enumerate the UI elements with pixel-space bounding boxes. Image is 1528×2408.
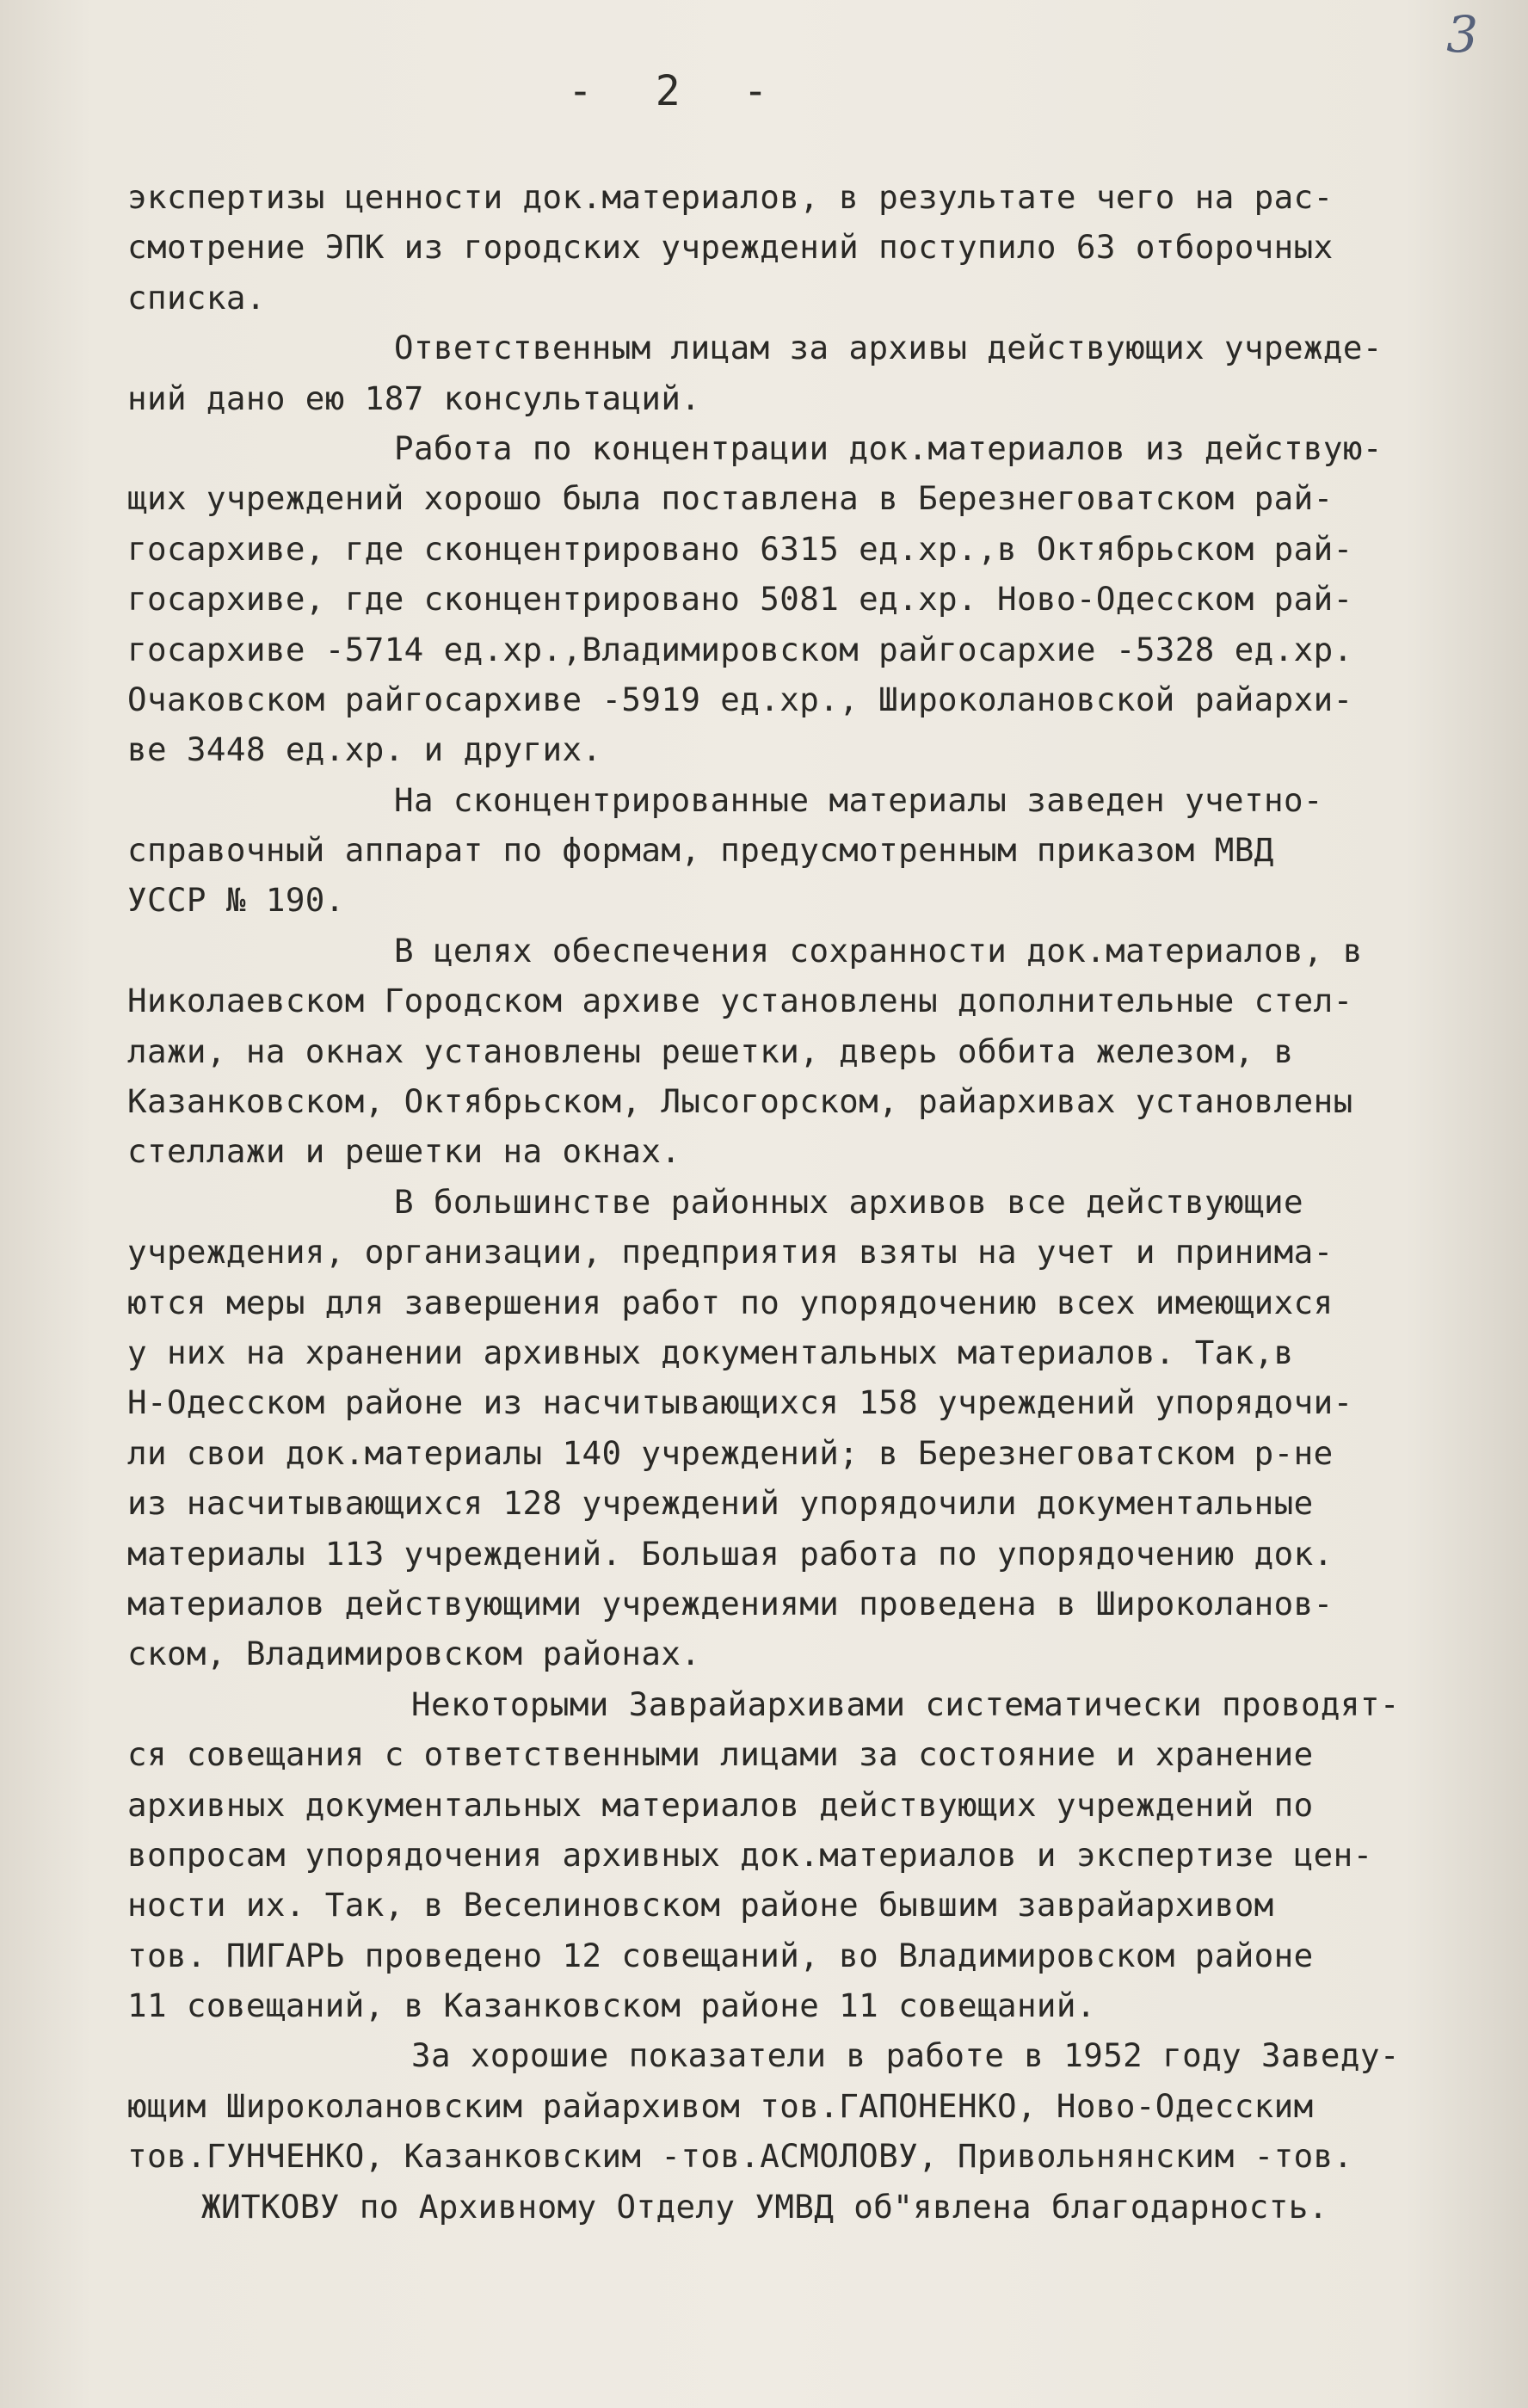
text-line: справочный аппарат по формам, предусмотренным приказом МВД — [127, 831, 1274, 870]
text-line: ском, Владимировском районах. — [127, 1635, 701, 1673]
folio-number: 3 — [1446, 5, 1478, 64]
text-line: архивных документальных материалов действующих учреждений по — [127, 1785, 1314, 1824]
text-line: из насчитывающихся 128 учреждений упорядочили документальные — [127, 1484, 1314, 1523]
text-line: Н-Одесском районе из насчитывающихся 158 учреждений упорядочи- — [127, 1383, 1353, 1422]
text-line: материалов действующими учреждениями проведена в Широколанов- — [127, 1584, 1334, 1623]
paragraph-start-line: Работа по концентрации док.материалов из действую- — [394, 428, 1383, 467]
closing-line: ЖИТКОВУ по Архивному Отделу УМВД об"явлена благодарность. — [201, 2187, 1328, 2226]
text-line: госархиве, где сконцентрировано 6315 ед.хр.,в Октябрьском рай- — [127, 529, 1353, 568]
text-line: щих учреждений хорошо была поставлена в Березнеговатском рай- — [127, 479, 1334, 518]
text-line: УССР № 190. — [127, 881, 345, 920]
paragraph-start-line: За хорошие показатели в работе в 1952 году Заведу- — [411, 2036, 1400, 2075]
text-line: ве 3448 ед.хр. и других. — [127, 730, 602, 769]
text-line: ли свои док.материалы 140 учреждений; в Березнеговатском р-не — [127, 1433, 1334, 1472]
text-line: 11 совещаний, в Казанковском районе 11 совещаний. — [127, 1986, 1096, 2025]
text-line: ний дано ею 187 консультаций. — [127, 379, 701, 417]
text-line: ются меры для завершения работ по упорядочению всех имеющихся — [127, 1283, 1334, 1321]
document-body — [127, 172, 1495, 2232]
text-line: госархиве, где сконцентрировано 5081 ед.хр. Ново-Одесском рай- — [127, 580, 1353, 619]
page-number: - 2 - — [568, 67, 787, 115]
text-line: стеллажи и решетки на окнах. — [127, 1132, 681, 1171]
text-line: тов.ГУНЧЕНКО, Казанковским -тов.АСМОЛОВУ, Привольнянским -тов. — [127, 2137, 1353, 2176]
paragraph-start-line: В большинстве районных архивов все действующие — [394, 1182, 1303, 1221]
text-line: учреждения, организации, предприятия взяты на учет и принима- — [127, 1233, 1334, 1272]
text-line: материалы 113 учреждений. Большая работа по упорядочению док. — [127, 1534, 1334, 1573]
text-line: смотрение ЭПК из городских учреждений поступило 63 отборочных — [127, 228, 1334, 267]
paragraph-start-line: Ответственным лицам за архивы действующих учрежде- — [394, 329, 1383, 367]
text-line: тов. ПИГАРЬ проведено 12 совещаний, во Владимировском районе — [127, 1936, 1314, 1974]
text-line: ся совещания с ответственными лицами за состояние и хранение — [127, 1735, 1314, 1774]
text-line: вопросам упорядочения архивных док.материалов и экспертизе цен- — [127, 1835, 1373, 1874]
text-line: ющим Широколановским райархивом тов.ГАПОНЕНКО, Ново-Одесским — [127, 2086, 1314, 2125]
text-line: лажи, на окнах установлены решетки, дверь оббита железом, в — [127, 1032, 1294, 1070]
paragraph-start-line: В целях обеспечения сохранности док.материалов, в — [394, 931, 1363, 970]
text-line: госархиве -5714 ед.хр.,Владимировском райгосархие -5328 ед.хр. — [127, 630, 1353, 668]
text-line: списка. — [127, 278, 266, 317]
text-line: Казанковском, Октябрьском, Лысогорском, райархивах установлены — [127, 1082, 1353, 1121]
text-line: Очаковском райгосархиве -5919 ед.хр., Широколановской райархи- — [127, 680, 1353, 718]
paragraph-start-line: На сконцентрированные материалы заведен учетно- — [394, 780, 1323, 819]
paragraph-start-line: Некоторыми Заврайархивами систематически проводят- — [411, 1684, 1400, 1723]
text-line: Николаевском Городском архиве установлены дополнительные стел- — [127, 982, 1353, 1020]
text-line: экспертизы ценности док.материалов, в результате чего на рас- — [127, 178, 1334, 216]
text-line: ности их. Так, в Веселиновском районе бывшим заврайархивом — [127, 1886, 1274, 1925]
text-line: у них на хранении архивных документальных материалов. Так,в — [127, 1333, 1294, 1371]
